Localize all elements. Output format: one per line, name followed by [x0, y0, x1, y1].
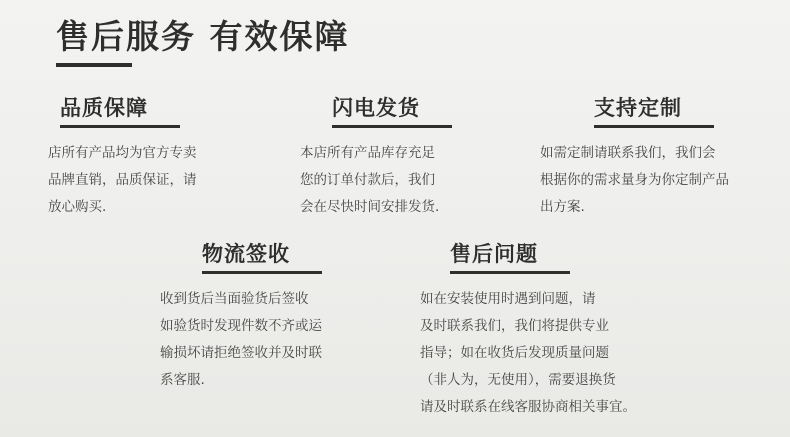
heading-underline-shipping [332, 125, 452, 128]
body-line: 如验货时发现件数不齐或运 [160, 318, 322, 334]
heading-underline-aftersale [450, 271, 570, 274]
body-line: 收到货后当面验货后签收 [160, 291, 309, 307]
service-heading-quality: 品质保障 [60, 96, 148, 120]
body-line: 会在尽快时间安排发货. [300, 199, 440, 215]
body-line: （非人为，无使用），需要退换货 [420, 372, 616, 388]
service-card-quality [48, 92, 268, 221]
body-line: 如需定制请联系我们，我们会 [540, 145, 716, 161]
service-card-logistics [160, 238, 410, 394]
page-title: 售后服务 有效保障 [56, 17, 350, 56]
title-underline [56, 63, 132, 67]
service-row-top [0, 92, 790, 232]
body-line: 指导；如在收货后发现质量问题 [420, 345, 609, 361]
body-line: 您的订单付款后，我们 [300, 172, 435, 188]
body-line: 请及时联系在线客服协商相关事宜。 [420, 399, 636, 415]
body-line: 本店所有产品库存充足 [300, 145, 435, 161]
body-line: 放心购买. [48, 199, 107, 215]
service-row-bottom [0, 238, 790, 428]
service-card-custom [540, 92, 770, 221]
service-body-logistics [160, 286, 410, 394]
title-block [56, 16, 350, 67]
body-line: 系客服. [160, 372, 205, 388]
heading-underline-quality [60, 125, 180, 128]
service-heading-logistics: 物流签收 [202, 242, 290, 266]
body-line: 输损坏请拒绝签收并及时联 [160, 345, 322, 361]
service-heading-aftersale: 售后问题 [450, 242, 538, 266]
body-line: 根据你的需求量身为你定制产品 [540, 172, 729, 188]
service-heading-shipping: 闪电发货 [332, 96, 420, 120]
body-line: 出方案. [540, 199, 585, 215]
body-line: 店所有产品均为官方专卖 [48, 145, 197, 161]
service-body-custom [540, 140, 770, 221]
service-card-shipping [300, 92, 520, 221]
service-body-aftersale [420, 286, 710, 421]
service-card-aftersale [420, 238, 710, 421]
heading-underline-custom [594, 125, 714, 128]
body-line: 及时联系我们，我们将提供专业 [420, 318, 609, 334]
body-line: 品牌直销，品质保证，请 [48, 172, 197, 188]
body-line: 如在安装使用时遇到问题，请 [420, 291, 596, 307]
heading-underline-logistics [202, 271, 322, 274]
service-body-quality [48, 140, 268, 221]
service-heading-custom: 支持定制 [594, 96, 682, 120]
service-body-shipping [300, 140, 520, 221]
